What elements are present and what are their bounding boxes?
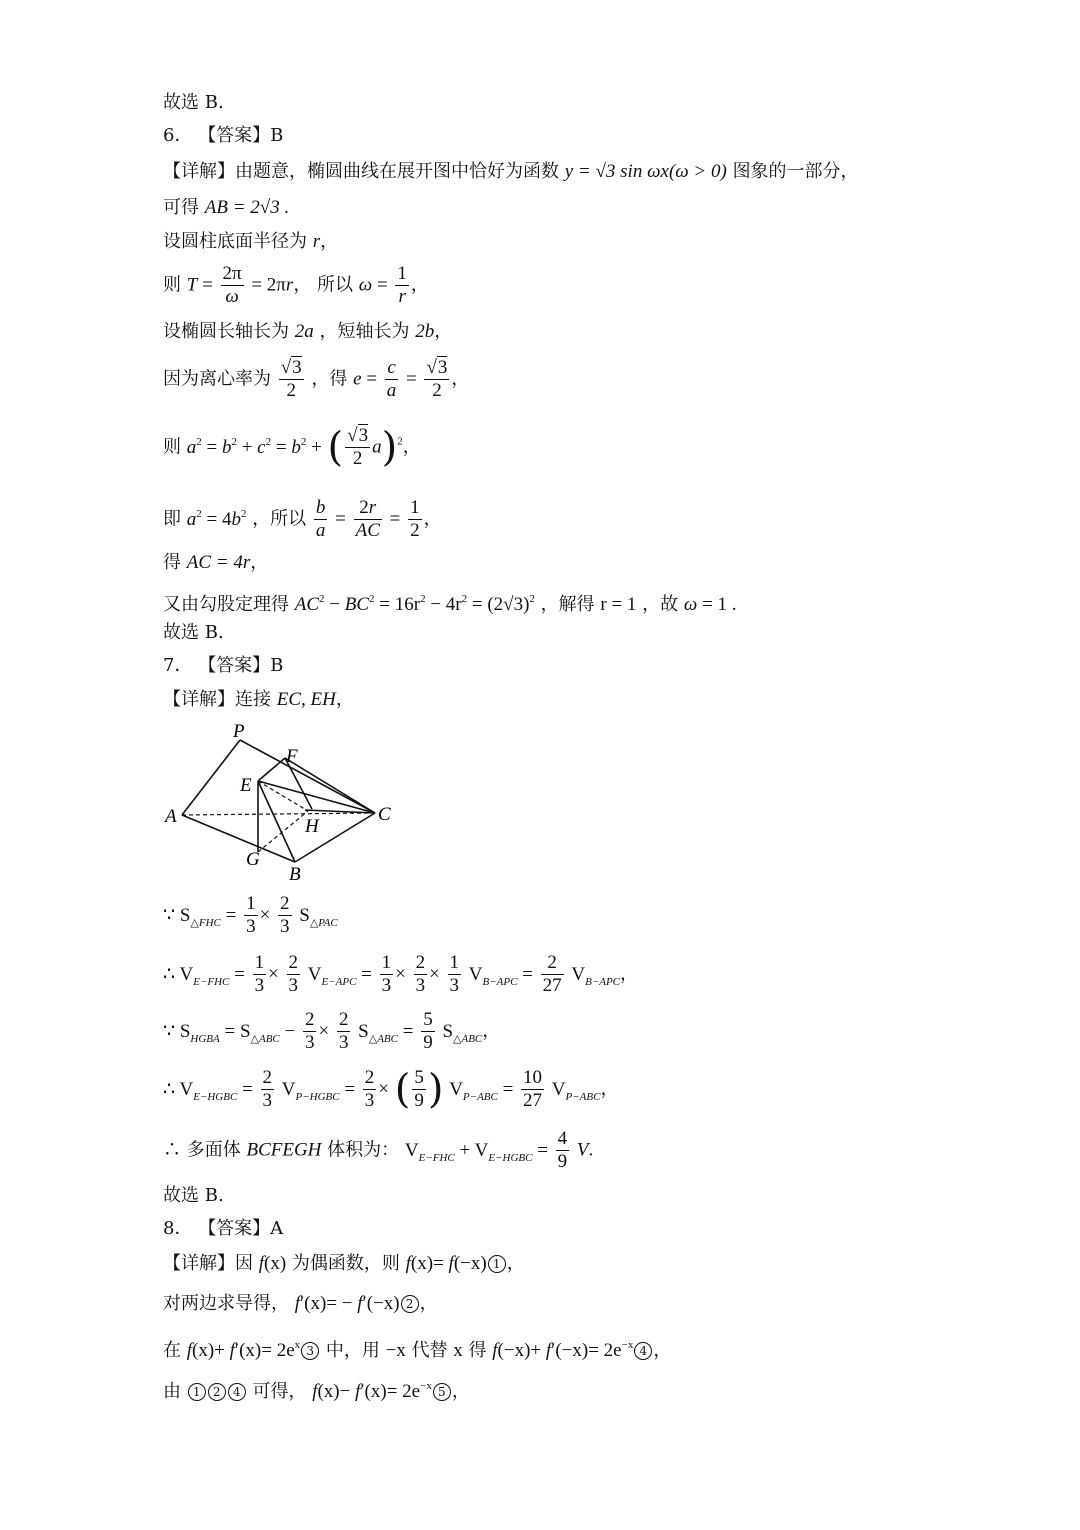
question-7-answer: 7． 【答案】B [163,655,284,676]
q6-solve-line: 又由勾股定理得 $AC^2 - BC^2 = 16r^2 - 4r^2 = (2√3)^2$ ，解得 r = 1 ，故 ω = 1 . [163,593,737,615]
q6-detail-line: 【详解】由题意，椭圆曲线在展开图中恰好为函数 y = √3 sin ωx(ω > 0) 图象的一部分， [163,161,859,182]
conclusion-line-6: 故选 B. [163,622,224,643]
edge-ec [258,781,375,813]
edge-fc [285,758,375,813]
edge-ef [258,758,285,781]
edge-ab [182,815,295,862]
pyramid-figure [160,715,410,890]
q6-eccentricity-line: 因为离心率为 $\frac{√3}{2}$ ，得 e = $\frac{c}{a}$ = $\frac{√3}{2}$ ， [163,357,470,401]
q8-derivative-line: 对两边求导得， f′(x)= − f′(−x) 2 ， [163,1293,438,1314]
label-f: F [286,746,298,767]
edge-pb-e [258,781,295,862]
question-6-answer: 6． 【答案】B [163,125,284,146]
label-e: E [240,775,252,796]
q7-area-line-2: ∵ $S_{HGBA} = S_{\triangle ABC}$ − $\frac{2}{3}$ × $\frac{2}{3}$ $S_{\triangle ABC}$ = $\frac{5}{9}$ $S_{\triangle ABC}$， [163,1009,501,1053]
q7-area-line-1: ∵ $S_{\triangle FHC}$ = $\frac{1}{3}$ × $\frac{2}{3}$ $S_{\triangle PAC}$ [163,893,338,937]
label-p: P [233,721,245,742]
q7-result-line: ∴ 多面体 BCFEGH 体积为： $V_{E-FHC} + V_{E-HGBC}$ = $\frac{4}{9}$ V. [163,1128,594,1172]
q6-pythag-line: 则 $a^2 = b^2 + c^2 = b^2$ + ( $\frac{√3}{2}$ a)$^2$， [163,424,421,471]
label-b: B [289,864,301,885]
q6-period-line: 则 T = $\frac{2\pi}{\omega}$ = 2πr， 所以 ω = $\frac{1}{r}$ ， [163,263,429,307]
q6-ac-line: 得 AC = 4r， [163,552,269,573]
q6-axis-line: 设椭圆长轴长为 2a ，短轴长为 2b， [163,321,453,342]
edge-gh-dashed [258,811,308,852]
q6-radius-line: 设圆柱底面半径为 r， [163,231,339,252]
label-c: C [378,804,391,825]
conclusion-line-5: 故选 B. [163,92,224,113]
label-g: G [246,849,260,870]
edge-ac-dashed [182,813,375,815]
q7-volume-line-1: ∴ $V_{E-FHC}$ = $\frac{1}{3}$ × $\frac{2}{3}$ $V_{E-APC}$ = $\frac{1}{3}$ × $\frac{2}{3}$ × $\frac{1}{3}$ $V_{B-APC}$ = $\frac{2}{27}$ $V_{B-APC}$， [163,952,639,996]
q8-substitute-line: 在 $f(x)+ f'(x)= 2e^x$ 3 中，用 −x 代替 x 得 $f(-x)+ f'(-x)= 2e^{-x}$ 4 ， [163,1339,672,1361]
q8-combine-line: 由 1 2 4 可得， $f(x)- f'(x)= 2e^{-x}$ 5 ， [163,1380,470,1402]
q6-ab-line: 可得 AB = 2√3 . [163,197,290,218]
q7-volume-line-2: ∴ $V_{E-HGBC}$ = $\frac{2}{3}$ $V_{P-HGBC}$ = $\frac{2}{3}$ × ( $\frac{5}{9}$ ) $V_{P-ABC}$ = $\frac{10}{27}$ $V_{P-ABC}$， [163,1066,619,1113]
q8-detail-line: 【详解】因 f(x) 为偶函数，则 f(x)= f(−x) 1 ， [163,1253,525,1274]
conclusion-line-7: 故选 B. [163,1185,224,1206]
q6-ratio-line: 即 $a^2 = 4b^2$ ，所以 $\frac{b}{a}$ = $\frac{2r}{AC}$ = $\frac{1}{2}$ ， [163,497,442,541]
label-h: H [305,816,319,837]
question-8-answer: 8． 【答案】A [163,1218,284,1239]
q7-detail-line: 【详解】连接 EC, EH， [163,689,354,710]
label-a: A [165,806,177,827]
edge-pa [182,740,240,815]
